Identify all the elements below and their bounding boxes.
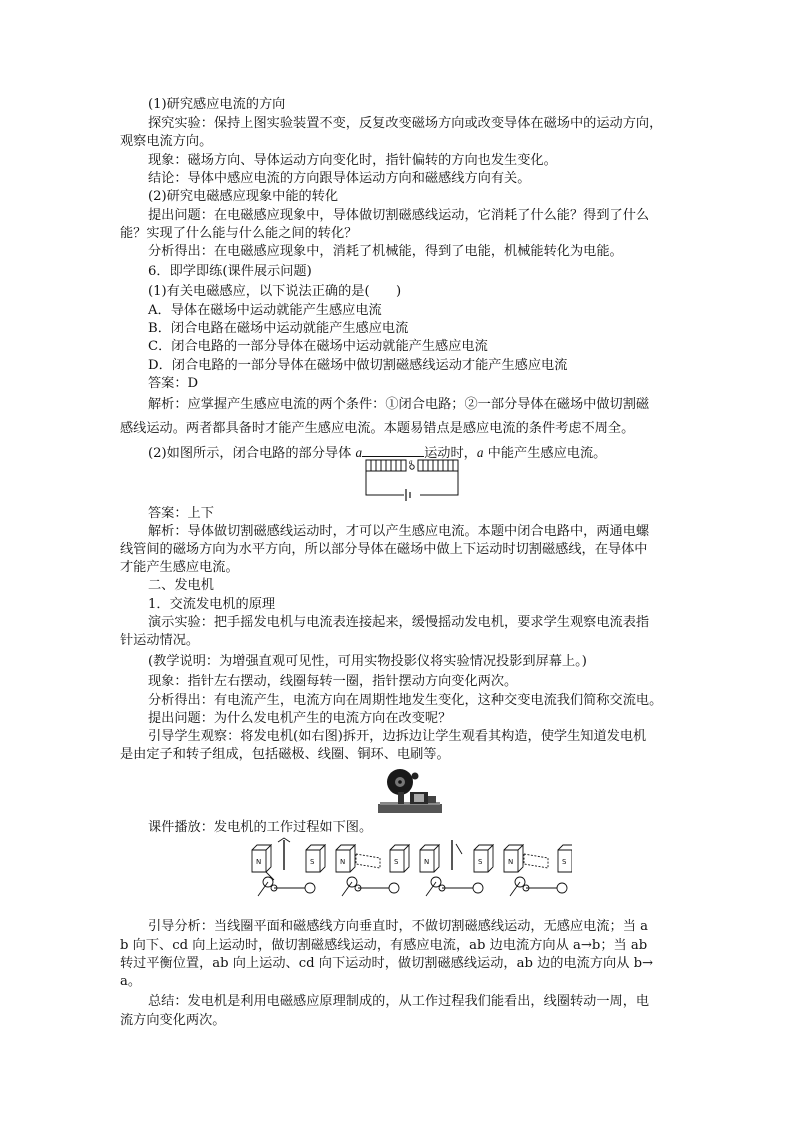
north-pole-label: N	[256, 858, 262, 866]
section-practice-heading: 6．即学即练(课件展示问题)	[148, 264, 312, 279]
paragraph-line: 现象：指针左右摆动，线圈每转一圈，指针摆动方向变化两次。	[148, 674, 518, 689]
generator-stage-3	[420, 840, 493, 896]
south-pole-label: S	[394, 858, 399, 866]
paragraph-line: 现象：磁场方向、导体运动方向变化时，指针偏转的方向也发生变化。	[148, 153, 557, 168]
answer-2: 答案：上下	[148, 506, 214, 521]
question-2-text: (2)如图所示，闭合电路的部分导体	[148, 446, 356, 461]
generator-working-process-figure	[244, 836, 572, 900]
analysis-line: 线管间的磁场方向为水平方向，所以部分导体在磁场中做上下运动时切割磁感线，在导体中	[120, 542, 648, 557]
south-pole-label: S	[310, 858, 315, 866]
south-pole-label: S	[478, 858, 483, 866]
question-1: (1)有关电磁感应，以下说法正确的是( )	[148, 284, 402, 299]
generator-stage-4	[504, 845, 572, 896]
section-generator-heading: 二、发电机	[148, 578, 214, 593]
paragraph-line: 引导分析：当线圈平面和磁感线方向垂直时，不做切割磁感线运动，无感应电流；当 a	[148, 919, 648, 934]
analysis-line: 才能产生感应电流。	[120, 560, 239, 575]
analysis-line: 解析：导体做切割磁感线运动时，才可以产生感应电流。本题中闭合电路中，两通电螺	[148, 524, 650, 539]
conductor-label: a	[355, 445, 363, 460]
paragraph-line: 结论：导体中感应电流的方向跟导体运动方向和磁感线方向有关。	[148, 171, 531, 186]
analysis-line: 感线运动。两者都具备时才能产生感应电流。本题易错点是感应电流的条件考虑不周全。	[120, 421, 635, 436]
subheading-ac-generator: 1．交流发电机的原理	[148, 597, 276, 612]
paragraph-line: 是由定子和转子组成，包括磁极、线圈、铜环、电刷等。	[120, 747, 450, 762]
analysis-line: 解析：应掌握产生感应电流的两个条件：①闭合电路；②一部分导体在磁场中做切割磁	[148, 397, 650, 412]
subheading-energy-conversion: (2)研究电磁感应现象中能的转化	[148, 189, 339, 204]
paragraph-line: 课件播放：发电机的工作过程如下图。	[148, 820, 373, 835]
summary-line: 总结：发电机是利用电磁感应原理制成的，从工作过程我们能看出，线圈转动一周，电	[148, 994, 650, 1009]
paragraph-line: a。	[120, 974, 142, 989]
paragraph-line: 针运动情况。	[120, 633, 200, 648]
paragraph-line: 演示实验：把手摇发电机与电流表连接起来，缓慢摇动发电机，要求学生观察电流表指	[148, 615, 650, 630]
subheading-current-direction: (1)研究感应电流的方向	[148, 97, 286, 112]
north-pole-label: N	[424, 858, 430, 866]
summary-line: 流方向变化两次。	[120, 1013, 226, 1028]
conductor-label: a	[476, 445, 484, 460]
south-pole-label: S	[562, 858, 567, 866]
option-a: A．导体在磁场中运动就能产生感应电流	[148, 303, 382, 318]
answer-1: 答案：D	[148, 376, 199, 391]
paragraph-line: 分析得出：在电磁感应现象中，消耗了机械能，得到了电能，机械能转化为电能。	[148, 244, 623, 259]
question-2-text: 中能产生感应电流。	[483, 446, 607, 461]
paragraph-line: 分析得出：有电流产生，电流方向在周期性地发生变化，这种交变电流我们简称交流电。	[148, 693, 663, 708]
north-pole-label: N	[340, 858, 346, 866]
generator-stage-2	[336, 845, 409, 896]
generator-photo	[376, 766, 446, 816]
north-pole-label: N	[508, 858, 514, 866]
conductor-a-label: a	[409, 458, 413, 466]
paragraph-line: 能？实现了什么能与什么能之间的转化？	[120, 226, 358, 241]
paragraph-line: 观察电流方向。	[120, 134, 213, 149]
paragraph-line: 提出问题：为什么发电机产生的电流方向在改变呢？	[148, 711, 452, 726]
answer-blank	[362, 444, 424, 457]
paragraph-line: 引导学生观察：将发电机(如右图)拆开，边拆边让学生观看其构造，使学生知道发电机	[148, 729, 647, 744]
solenoid-circuit-figure	[364, 458, 460, 502]
paragraph-line: 转过平衡位置，ab 向上运动、cd 向下运动时，做切割磁感线运动，ab 边的电流方向从 b→	[120, 956, 654, 971]
paragraph-line: 提出问题：在电磁感应现象中，导体做切割磁感线运动，它消耗了什么能？得到了什么	[148, 208, 650, 223]
option-d: D．闭合电路的一部分导体在磁场中做切割磁感线运动才能产生感应电流	[148, 358, 568, 373]
paragraph-line: b 向下、cd 向上运动时，做切割磁感线运动，有感应电流，ab 边电流方向从 a→b；当 ab	[120, 938, 648, 953]
question-2-text: 运动时，	[424, 446, 477, 461]
option-c: C．闭合电路的一部分导体在磁场中运动就能产生感应电流	[148, 339, 488, 354]
teaching-note: (教学说明：为增强直观可见性，可用实物投影仪将实验情况投影到屏幕上。)	[148, 654, 587, 669]
paragraph-line: 探究实验：保持上图实验装置不变，反复改变磁场方向或改变导体在磁场中的运动方向，	[148, 116, 663, 131]
option-b: B．闭合电路在磁场中运动就能产生感应电流	[148, 321, 409, 336]
generator-stage-1	[252, 838, 325, 896]
